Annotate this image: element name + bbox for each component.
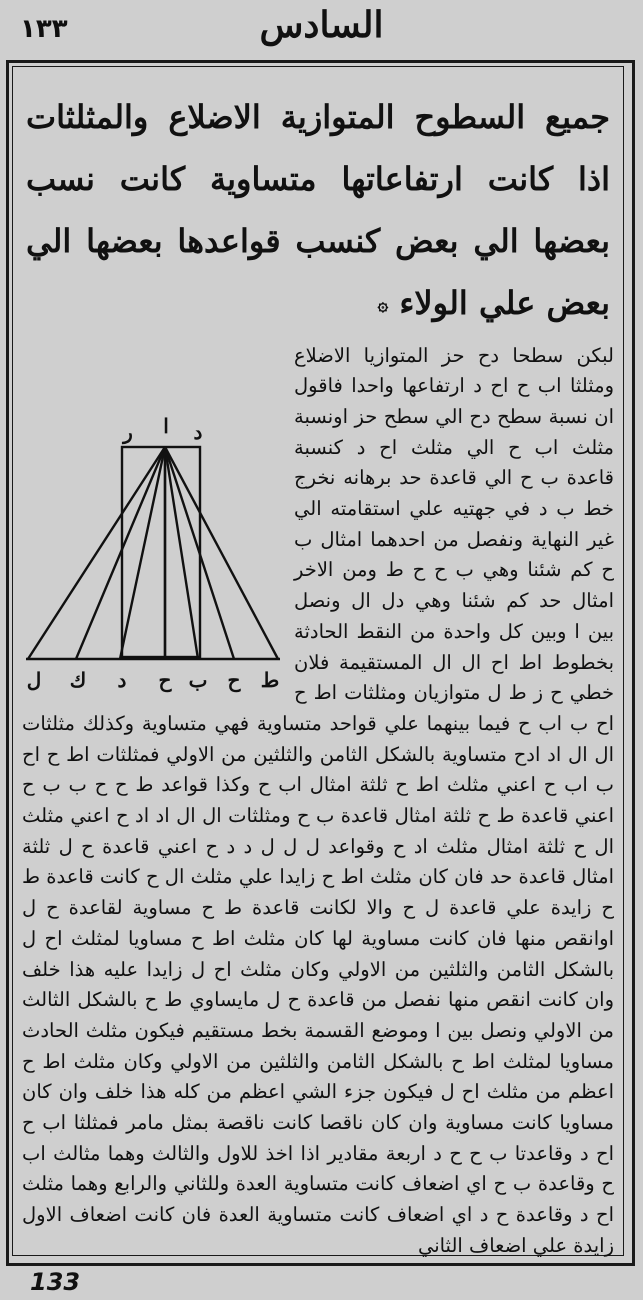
geometry-figure (22, 347, 284, 705)
label-base: ح (158, 667, 172, 692)
proposition-heading (26, 86, 610, 337)
page-header (0, 0, 643, 56)
ray-ak (76, 447, 165, 659)
label-base: ل (26, 667, 42, 692)
label-top: د (193, 419, 203, 444)
label-base: ح (227, 667, 241, 692)
proposition-heading-text: جميع السطوح المتوازية الاضلاع والمثلثات اذا كانت ارتفاعاتها متساوية كانت نسب بعضها الي بعض كنسب قواعدها بعضها الي بعض علي الولاء (26, 98, 610, 322)
ray-al (28, 447, 165, 659)
running-title: السادس (259, 4, 384, 46)
page-content (22, 80, 614, 1257)
parallelogram-dh (122, 447, 200, 657)
label-base: ط (260, 667, 280, 692)
label-top: ر (123, 419, 133, 444)
page-number: 133 (30, 1268, 81, 1296)
label-base: ب (188, 667, 208, 692)
label-base: ك (69, 667, 87, 692)
label-base: د (117, 667, 127, 692)
proof-paragraph: لبكن سطحا دح حز المتوازيا الاضلاع ومثلثا اب ح اح د ارتفاعها واحدا فاقول ان نسبة سطح دح الي سطح حز اونسبة مثلث اب ح الي مثلث اح د كنسبة قاعدة ب ح الي قاعدة حد برهانه نخرج خط ب د في جهتيه علي استقامته الي غير النهاية ونفصل من احدهما امثال ب ح كم شئنا وهي ب ح ح ط ومن الاخر امثال حد كم شئنا وهي دل ال ونصل بين ا وبين كل واحدة من النقط الحادثة بخطوط اط اح ال ال المستقيمة فلان خطي ح ز ط ل متوازيان ومثلثات اط ح اح ب اب ح فيما بينهما علي قواحد متساوية فهي متساوية وكذلك مثلثات ال ال اد ادح متساوية بالشكل الثامن والثلثين من الاولي فمثلثات اط ح اح ب اب ح اعني مثلث اط ح ثلثة امثال اب ح وكذا قواعد ط ح ح ب ب ح اعني قاعدة ط ح ثلثة امثال قاعدة ب ح ومثلثات ال ال اد اد ح اعني مثلث ال ح ثلثة امثال مثلث اد ح وقواعد ل ل ل د د ح اعني قاعدة ح ل ثلثة امثال قاعدة حد فان كان مثلث اط ح زايدا علي مثلث ال ح كانت قاعدة ط ح زايدة علي قاعدة ل ح والا لكانت قاعدة ط ح مساوية لقاعدة ح ل اوانقص منها فان كانت مساوية لها كان مثلث اط ح مساويا لمثلث اح ل بالشكل الثامن والثلثين من الاولي وكان مثلث اح ل زايدا عليه هذا خلف وان كانت انقص منها نفصل من قاعدة ح ل مايساوي ط ح بالشكل الثالث من الاولي ونصل بين ا وموضع القسمة بخط مستقيم فيكون مثلث الحادث مساويا لمثلث اط ح بالشكل الثامن والثلثين من الاولي وكان مثلث اط ح اعظم من مثلث اح ل فيكون جزء الشي اعظم من كله هذا خلف وان كان مساويا كانت مساوية وان كان ناقصا كانت ناقصة بمثل مامر فمثلثا اب ح اح د وقاعدتا ب ح ح د اربعة مقادير اذا اخذ للاول والثالث وهما مثالث اب ح وقاعدة ب ح اي اضعاف كانت متساوية العدة وللثاني والرابع وهما مثلث اح د وقاعدة ح د اي اضعاف كانت متساوية العدة فان كانت اضعاف الاول زايدة علي اضعاف الثاني (22, 343, 614, 1257)
label-apex: ا (163, 413, 169, 438)
arabic-folio-number: ١٣٣ (20, 14, 68, 44)
ornament-icon: ۞ (377, 294, 389, 316)
triangle-diagram (22, 347, 284, 705)
ray-ad (120, 447, 165, 659)
